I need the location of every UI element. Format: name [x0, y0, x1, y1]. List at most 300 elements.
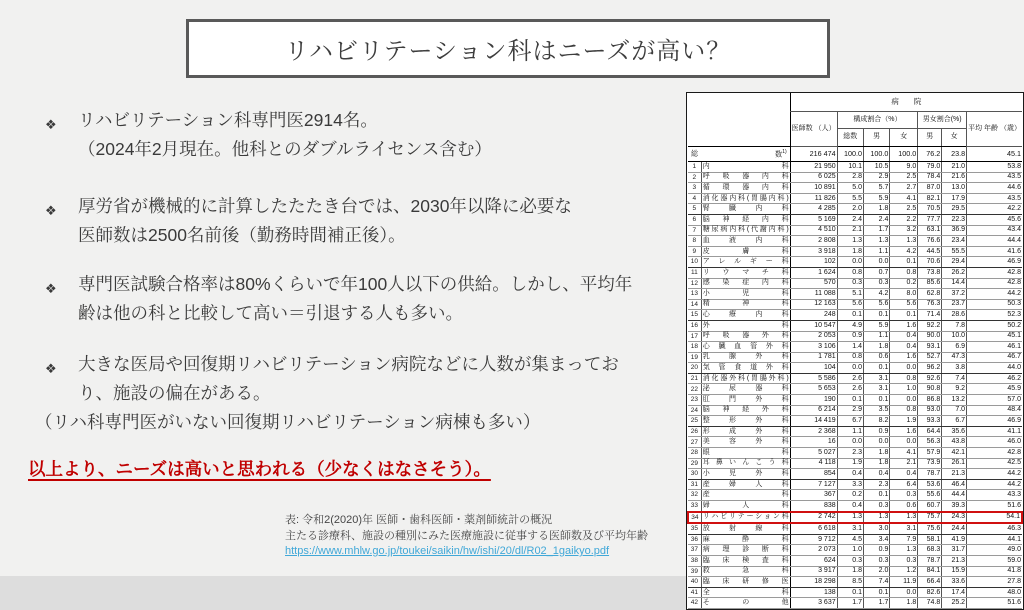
table-row [688, 405, 1022, 416]
table-row [688, 426, 1022, 437]
cell-value: 6.9 [942, 342, 967, 353]
total-doctors: 216 474 [790, 147, 837, 162]
cell-value: 73.8 [918, 267, 942, 278]
cell-value: 5 169 [790, 214, 837, 225]
cell-value: 0.0 [837, 363, 863, 374]
cell-value: 13.2 [942, 395, 967, 406]
cell-value: 3.2 [890, 225, 918, 236]
cell-value: 75.6 [918, 523, 942, 534]
cell-value: 79.0 [918, 162, 942, 173]
department-name: 整形外科 [701, 416, 790, 427]
cell-value: 0.0 [837, 257, 863, 268]
table-row [688, 289, 1022, 300]
row-number: 29 [688, 458, 701, 469]
cell-value: 1.3 [863, 236, 889, 247]
row-number: 10 [688, 257, 701, 268]
cell-value: 9.0 [890, 162, 918, 173]
cell-value: 0.1 [837, 587, 863, 598]
department-name: 臨床検査科 [701, 555, 790, 566]
table-row [688, 395, 1022, 406]
cell-value: 46.7 [967, 352, 1022, 363]
cell-value: 2.5 [890, 204, 918, 215]
cell-value: 1.1 [837, 426, 863, 437]
total-avg-age: 45.1 [967, 147, 1022, 162]
cell-value: 1.2 [890, 566, 918, 577]
cell-value: 44.6 [967, 183, 1022, 194]
row-number: 1 [688, 162, 701, 173]
bullet-text [35, 350, 693, 437]
row-number: 42 [688, 598, 701, 609]
row-number: 8 [688, 236, 701, 247]
cell-value: 70.6 [918, 257, 942, 268]
cell-value: 78.7 [918, 469, 942, 480]
diamond-bullet-icon: ❖ [45, 203, 57, 218]
row-number: 34 [688, 512, 701, 524]
cell-value: 16 [790, 437, 837, 448]
table-row [688, 363, 1022, 374]
cell-value: 3 918 [790, 246, 837, 257]
cell-value: 1.0 [837, 545, 863, 556]
cell-value: 44.5 [918, 246, 942, 257]
header-gender-ratio: 男女割合(%) [918, 112, 967, 129]
department-name: 腎臓内科 [701, 204, 790, 215]
table-row [688, 299, 1022, 310]
cell-value: 75.7 [918, 512, 942, 524]
cell-value: 0.3 [890, 490, 918, 501]
department-name: 脳神経内科 [701, 214, 790, 225]
cell-value: 2.3 [863, 479, 889, 490]
cell-value: 43.3 [967, 490, 1022, 501]
cell-value: 4.2 [863, 289, 889, 300]
cell-value: 3.5 [863, 405, 889, 416]
row-number: 13 [688, 289, 701, 300]
table-row [688, 320, 1022, 331]
cell-value: 4.2 [890, 246, 918, 257]
table-row [688, 587, 1022, 598]
cell-value: 66.4 [918, 577, 942, 588]
source-link[interactable]: https://www.mhlw.go.jp/toukei/saikin/hw/ishi/20/dl/R02_1gaikyo.pdf [285, 545, 610, 557]
department-name: 消化器外科(胃腸外科) [701, 373, 790, 384]
table-row [688, 162, 1022, 173]
cell-value: 5 586 [790, 373, 837, 384]
cell-value: 10 891 [790, 183, 837, 194]
cell-value: 3.1 [863, 384, 889, 395]
department-name: 心臓血管外科 [701, 342, 790, 353]
cell-value: 0.8 [837, 352, 863, 363]
cell-value: 3 637 [790, 598, 837, 609]
cell-value: 0.4 [890, 342, 918, 353]
cell-value: 104 [790, 363, 837, 374]
table-row [688, 342, 1022, 353]
department-name: 気管食道外科 [701, 363, 790, 374]
department-name: 臨床研修医 [701, 577, 790, 588]
cell-value: 7 127 [790, 479, 837, 490]
cell-value: 4 510 [790, 225, 837, 236]
cell-value: 1.7 [863, 598, 889, 609]
cell-value: 85.6 [918, 278, 942, 289]
cell-value: 10 547 [790, 320, 837, 331]
cell-value: 2.1 [837, 225, 863, 236]
cell-value: 57.9 [918, 448, 942, 459]
cell-value: 25.2 [942, 598, 967, 609]
total-comp-total: 100.0 [837, 147, 863, 162]
department-name: その他 [701, 598, 790, 609]
table-row [688, 545, 1022, 556]
department-name: リハビリテーション科 [701, 512, 790, 524]
cell-value: 17.9 [942, 193, 967, 204]
cell-value: 49.0 [967, 545, 1022, 556]
cell-value: 2.1 [890, 458, 918, 469]
cell-value: 1.8 [890, 598, 918, 609]
cell-value: 57.0 [967, 395, 1022, 406]
department-name: 形成外科 [701, 426, 790, 437]
cell-value: 10.5 [863, 162, 889, 173]
cell-value: 1.8 [837, 246, 863, 257]
cell-value: 5.1 [837, 289, 863, 300]
table-row [688, 246, 1022, 257]
cell-value: 0.9 [863, 545, 889, 556]
row-number: 24 [688, 405, 701, 416]
cell-value: 47.3 [942, 352, 967, 363]
table-row [688, 236, 1022, 247]
table-row [688, 479, 1022, 490]
row-number: 18 [688, 342, 701, 353]
row-number: 28 [688, 448, 701, 459]
cell-value: 46.9 [967, 416, 1022, 427]
cell-value: 48.0 [967, 587, 1022, 598]
table-row [688, 183, 1022, 194]
footnote-marker: 1) [782, 148, 787, 155]
row-number: 30 [688, 469, 701, 480]
table-row [688, 566, 1022, 577]
cell-value: 92.6 [918, 373, 942, 384]
cell-value: 41.8 [967, 566, 1022, 577]
bullet-text [78, 192, 693, 250]
row-number: 32 [688, 490, 701, 501]
cell-value: 84.1 [918, 566, 942, 577]
cell-value: 51.6 [967, 598, 1022, 609]
cell-value: 0.2 [837, 490, 863, 501]
row-number: 20 [688, 363, 701, 374]
cell-value: 26.2 [942, 267, 967, 278]
cell-value: 1.8 [863, 458, 889, 469]
cell-value: 58.1 [918, 534, 942, 545]
cell-value: 64.4 [918, 426, 942, 437]
cell-value: 63.1 [918, 225, 942, 236]
cell-value: 1.6 [890, 352, 918, 363]
cell-value: 5.6 [837, 299, 863, 310]
cell-value: 0.1 [863, 363, 889, 374]
cell-value: 0.0 [890, 395, 918, 406]
table-row [688, 310, 1022, 321]
table-row [688, 172, 1022, 183]
cell-value: 17.4 [942, 587, 967, 598]
department-name: 泌尿器科 [701, 384, 790, 395]
cell-value: 2 073 [790, 545, 837, 556]
table-row [688, 384, 1022, 395]
cell-value: 28.6 [942, 310, 967, 321]
source-line-2: 主たる診療科、施設の種別にみた医療施設に従事する医師数及び平均年齢 [285, 529, 648, 542]
title-box [186, 19, 830, 78]
header-female: 女 [890, 129, 918, 147]
cell-value: 1.3 [890, 512, 918, 524]
cell-value: 44.0 [967, 363, 1022, 374]
cell-value: 5 027 [790, 448, 837, 459]
cell-value: 50.2 [967, 320, 1022, 331]
cell-value: 0.6 [863, 352, 889, 363]
table-row [688, 555, 1022, 566]
cell-value: 35.6 [942, 426, 967, 437]
table-row [688, 501, 1022, 512]
diamond-bullet-icon: ❖ [45, 281, 57, 296]
cell-value: 68.3 [918, 545, 942, 556]
bullet-line: 大きな医局や回復期リハビリテーション病院などに人数が集まってお [78, 354, 619, 374]
table-row [688, 373, 1022, 384]
cell-value: 43.8 [942, 437, 967, 448]
cell-value: 2.7 [890, 183, 918, 194]
table-row [688, 577, 1022, 588]
cell-value: 48.4 [967, 405, 1022, 416]
cell-value: 4 285 [790, 204, 837, 215]
cell-value: 624 [790, 555, 837, 566]
bullet-line: リハビリテーション科専門医2914名。 [78, 110, 378, 130]
cell-value: 43.5 [967, 172, 1022, 183]
header-doctor-count: 医師数 （人） [790, 112, 837, 147]
statistics-table [686, 92, 1024, 610]
cell-value: 23.7 [942, 299, 967, 310]
cell-value: 78.4 [918, 172, 942, 183]
cell-value: 0.3 [890, 555, 918, 566]
cell-value: 4.1 [890, 448, 918, 459]
cell-value: 82.6 [918, 587, 942, 598]
cell-value: 45.6 [967, 214, 1022, 225]
cell-value: 0.0 [890, 363, 918, 374]
cell-value: 1.7 [837, 598, 863, 609]
department-name: 内科 [701, 162, 790, 173]
cell-value: 39.3 [942, 501, 967, 512]
cell-value: 3.3 [837, 479, 863, 490]
department-name: 小児科 [701, 289, 790, 300]
cell-value: 59.0 [967, 555, 1022, 566]
row-number: 21 [688, 373, 701, 384]
cell-value: 7.4 [863, 577, 889, 588]
cell-value: 73.9 [918, 458, 942, 469]
cell-value: 8.0 [890, 289, 918, 300]
row-number: 3 [688, 183, 701, 194]
cell-value: 45.1 [967, 331, 1022, 342]
bullet-text [78, 270, 693, 328]
cell-value: 2.9 [837, 405, 863, 416]
total-label: 総 数$^{1)}$ [688, 147, 790, 162]
cell-value: 46.2 [967, 373, 1022, 384]
cell-value: 96.2 [918, 363, 942, 374]
cell-value: 10.1 [837, 162, 863, 173]
cell-value: 43.4 [967, 225, 1022, 236]
cell-value: 0.1 [863, 587, 889, 598]
bullet-note: （リハ科専門医がいない回復期リハビリテーション病棟も多い） [35, 412, 541, 432]
cell-value: 78.7 [918, 555, 942, 566]
cell-value: 4 118 [790, 458, 837, 469]
department-name: 美容外科 [701, 437, 790, 448]
cell-value: 138 [790, 587, 837, 598]
cell-value: 42.1 [942, 448, 967, 459]
row-number: 22 [688, 384, 701, 395]
cell-value: 22.3 [942, 214, 967, 225]
table-row [688, 448, 1022, 459]
row-number: 26 [688, 426, 701, 437]
header-male-2: 男 [918, 129, 942, 147]
cell-value: 26.1 [942, 458, 967, 469]
cell-value: 0.9 [863, 426, 889, 437]
cell-value: 7.8 [942, 320, 967, 331]
cell-value: 60.7 [918, 501, 942, 512]
department-name: 婦人科 [701, 501, 790, 512]
cell-value: 6 618 [790, 523, 837, 534]
cell-value: 1.1 [863, 331, 889, 342]
row-number: 25 [688, 416, 701, 427]
cell-value: 27.8 [967, 577, 1022, 588]
cell-value: 0.8 [890, 373, 918, 384]
cell-value: 42.5 [967, 458, 1022, 469]
row-number: 37 [688, 545, 701, 556]
cell-value: 0.1 [863, 310, 889, 321]
cell-value: 6.4 [890, 479, 918, 490]
cell-value: 0.6 [890, 501, 918, 512]
cell-value: 4.1 [890, 193, 918, 204]
department-name: 麻酔科 [701, 534, 790, 545]
table-row [688, 416, 1022, 427]
header-composition: 構成割合（%） [837, 112, 918, 129]
cell-value: 102 [790, 257, 837, 268]
cell-value: 6 214 [790, 405, 837, 416]
cell-value: 1.8 [863, 204, 889, 215]
table-row [688, 512, 1022, 524]
cell-value: 2.6 [837, 373, 863, 384]
row-number: 40 [688, 577, 701, 588]
cell-value: 14.4 [942, 278, 967, 289]
cell-value: 41.1 [967, 426, 1022, 437]
cell-value: 248 [790, 310, 837, 321]
bullet-line: （2024年2月現在。他科とのダブルライセンス含む） [78, 139, 492, 159]
bullet-text [78, 106, 693, 164]
cell-value: 44.2 [967, 469, 1022, 480]
table-row [688, 523, 1022, 534]
cell-value: 1 781 [790, 352, 837, 363]
row-number: 19 [688, 352, 701, 363]
cell-value: 5.5 [837, 193, 863, 204]
department-name: 心療内科 [701, 310, 790, 321]
cell-value: 76.6 [918, 236, 942, 247]
cell-value: 21.3 [942, 555, 967, 566]
cell-value: 23.4 [942, 236, 967, 247]
cell-value: 52.7 [918, 352, 942, 363]
row-number: 23 [688, 395, 701, 406]
cell-value: 43.5 [967, 193, 1022, 204]
diamond-bullet-icon: ❖ [45, 361, 57, 376]
row-number: 27 [688, 437, 701, 448]
cell-value: 2.4 [837, 214, 863, 225]
table-row [688, 352, 1022, 363]
cell-value: 21 950 [790, 162, 837, 173]
cell-value: 33.6 [942, 577, 967, 588]
cell-value: 42.8 [967, 267, 1022, 278]
department-name: 眼科 [701, 448, 790, 459]
department-name: 糖尿病内科(代謝内科) [701, 225, 790, 236]
cell-value: 1.6 [890, 320, 918, 331]
cell-value: 5.9 [863, 320, 889, 331]
cell-value: 570 [790, 278, 837, 289]
cell-value: 0.2 [890, 278, 918, 289]
table-row [688, 204, 1022, 215]
cell-value: 3 917 [790, 566, 837, 577]
cell-value: 82.1 [918, 193, 942, 204]
source-caption [285, 513, 648, 560]
header-male: 男 [863, 129, 889, 147]
department-name: 産婦人科 [701, 479, 790, 490]
cell-value: 10.0 [942, 331, 967, 342]
bullet-item [35, 350, 693, 437]
cell-value: 21.3 [942, 469, 967, 480]
department-name: 全科 [701, 587, 790, 598]
cell-value: 46.0 [967, 437, 1022, 448]
cell-value: 46.1 [967, 342, 1022, 353]
header-hospital: 病 院 [790, 93, 1022, 112]
cell-value: 46.3 [967, 523, 1022, 534]
department-name: 病理診断科 [701, 545, 790, 556]
cell-value: 9 712 [790, 534, 837, 545]
cell-value: 1.8 [837, 566, 863, 577]
cell-value: 5.0 [837, 183, 863, 194]
department-name: 脳神経外科 [701, 405, 790, 416]
cell-value: 7.4 [942, 373, 967, 384]
cell-value: 3.8 [942, 363, 967, 374]
cell-value: 1.9 [837, 458, 863, 469]
slide-title: リハビリテーション科はニーズが高い？ [284, 38, 732, 65]
department-name: 小児外科 [701, 469, 790, 480]
cell-value: 36.9 [942, 225, 967, 236]
header-total: 総数 [837, 129, 863, 147]
row-number: 4 [688, 193, 701, 204]
cell-value: 29.4 [942, 257, 967, 268]
row-number: 36 [688, 534, 701, 545]
row-number: 17 [688, 331, 701, 342]
cell-value: 2.6 [837, 384, 863, 395]
cell-value: 2 368 [790, 426, 837, 437]
cell-value: 41.9 [942, 534, 967, 545]
table-row [688, 534, 1022, 545]
cell-value: 52.3 [967, 310, 1022, 321]
diamond-bullet-icon: ❖ [45, 117, 57, 132]
bullet-line: り、施設の偏在がある。 [78, 383, 271, 403]
department-table [687, 93, 1023, 609]
cell-value: 3.1 [890, 523, 918, 534]
cell-value: 1.3 [890, 545, 918, 556]
cell-value: 4.9 [837, 320, 863, 331]
bullet-line: 専門医試験合格率は80%くらいで年100人以下の供給。しかし、平均年 [78, 274, 633, 294]
cell-value: 2.9 [863, 172, 889, 183]
cell-value: 2.4 [863, 214, 889, 225]
cell-value: 0.0 [890, 587, 918, 598]
cell-value: 854 [790, 469, 837, 480]
conclusion-text: 以上より、ニーズは高いと思われる（少なくはなさそう）。 [28, 459, 491, 479]
row-number: 35 [688, 523, 701, 534]
cell-value: 2.0 [863, 566, 889, 577]
cell-value: 7.0 [942, 405, 967, 416]
department-name: 感染症内科 [701, 278, 790, 289]
cell-value: 4.5 [837, 534, 863, 545]
cell-value: 838 [790, 501, 837, 512]
cell-value: 0.3 [863, 278, 889, 289]
